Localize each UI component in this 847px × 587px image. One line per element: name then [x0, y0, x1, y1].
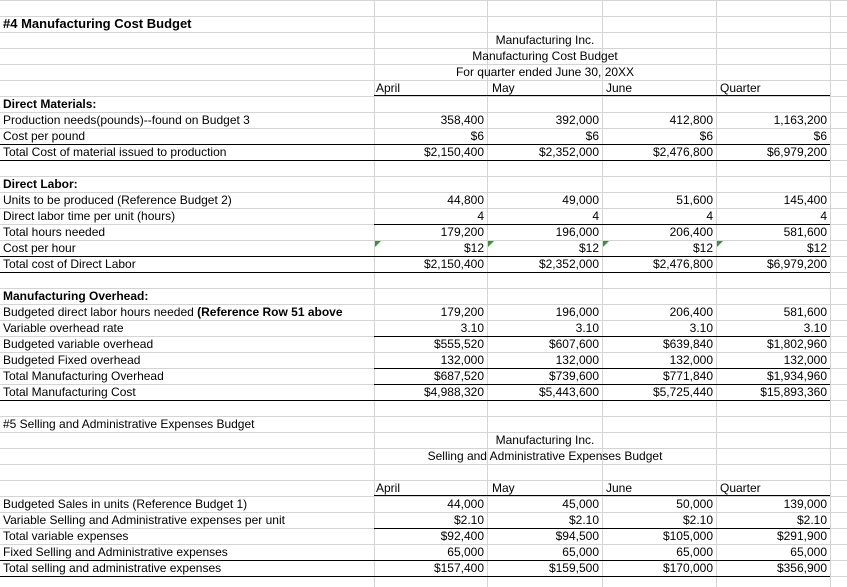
cell-value[interactable]: $2.10 — [796, 513, 827, 527]
cell-value[interactable]: 139,000 — [783, 497, 827, 511]
cell-value[interactable]: 50,000 — [676, 497, 713, 511]
direct-labor-header[interactable]: Direct Labor: — [3, 177, 78, 191]
cell-value[interactable]: $105,000 — [662, 529, 713, 543]
cell-value[interactable]: 196,000 — [555, 225, 599, 239]
cell-value[interactable]: $2,476,800 — [652, 145, 713, 159]
column-header-april[interactable]: April — [376, 481, 401, 495]
grid-column-line — [830, 0, 831, 587]
row-label[interactable]: Total Manufacturing Overhead — [3, 369, 164, 383]
cell-value[interactable]: 65,000 — [562, 545, 599, 559]
column-header-may[interactable]: May — [492, 481, 515, 495]
cell-value[interactable]: $5,725,440 — [652, 385, 713, 399]
budget-period[interactable]: For quarter ended June 30, 20XX — [455, 65, 635, 79]
cell-value[interactable]: 196,000 — [555, 305, 599, 319]
cell-value[interactable]: $170,000 — [662, 561, 713, 575]
cell-value[interactable]: $2.10 — [568, 513, 599, 527]
row-label-reference: (Reference Row 51 above — [197, 305, 343, 319]
cell-value[interactable]: 581,600 — [783, 305, 827, 319]
column-header-june[interactable]: June — [606, 481, 633, 495]
cell-value[interactable]: $5,443,600 — [538, 385, 599, 399]
cell-value[interactable]: 65,000 — [790, 545, 827, 559]
cell-value[interactable]: $356,900 — [776, 561, 827, 575]
row-label-text: Budgeted direct labor hours needed — [3, 305, 198, 319]
grid-column-line — [602, 0, 603, 587]
row-label[interactable]: Variable Selling and Administrative expenses per unit — [3, 513, 285, 527]
section-title[interactable]: #4 Manufacturing Cost Budget — [3, 16, 192, 31]
cell-value[interactable]: 132,000 — [783, 353, 827, 367]
error-indicator-icon[interactable] — [488, 241, 494, 247]
cell-value[interactable]: $2,352,000 — [538, 145, 599, 159]
cell-value[interactable]: 412,800 — [669, 113, 713, 127]
company-name[interactable]: Manufacturing Inc. — [495, 433, 595, 447]
cell-value[interactable]: $2,352,000 — [538, 257, 599, 271]
cell-value[interactable]: $12 — [806, 241, 827, 255]
cell-value[interactable]: $2,150,400 — [423, 145, 484, 159]
cell-value[interactable]: $2.10 — [682, 513, 713, 527]
cell-value[interactable]: $771,840 — [662, 369, 713, 383]
cell-value[interactable]: $1,802,960 — [766, 337, 827, 351]
cell-value[interactable]: $639,840 — [662, 337, 713, 351]
column-header-june[interactable]: June — [606, 81, 633, 95]
cell-value[interactable]: 179,200 — [440, 225, 484, 239]
cell-value[interactable]: 45,000 — [562, 497, 599, 511]
cell-value[interactable]: 132,000 — [440, 353, 484, 367]
cell-value[interactable]: $12 — [463, 241, 484, 255]
budget-title[interactable]: Manufacturing Cost Budget — [472, 49, 618, 63]
cell-value[interactable]: 206,400 — [669, 305, 713, 319]
cell-value[interactable]: $12 — [692, 241, 713, 255]
header-underline — [374, 495, 830, 496]
cell-value[interactable]: $2.10 — [453, 513, 484, 527]
cell-value[interactable]: 581,600 — [783, 225, 827, 239]
row-underline — [0, 576, 830, 577]
error-indicator-icon[interactable] — [603, 241, 609, 247]
cell-value[interactable]: $555,520 — [433, 337, 484, 351]
cell-value[interactable]: $4,988,320 — [423, 385, 484, 399]
row-label[interactable]: Cost per hour — [3, 241, 76, 255]
cell-value[interactable]: 4 — [820, 209, 827, 223]
grid-row-line — [0, 0, 847, 1]
row-underline — [0, 160, 830, 161]
row-label[interactable]: Direct labor time per unit (hours) — [3, 209, 176, 223]
column-header-april[interactable]: April — [376, 81, 401, 95]
cell-value[interactable]: 358,400 — [440, 113, 484, 127]
cell-value[interactable]: $157,400 — [433, 561, 484, 575]
cell-value[interactable]: $12 — [578, 241, 599, 255]
row-label[interactable]: Budgeted Fixed overhead — [3, 353, 141, 367]
cell-value[interactable]: 4 — [592, 209, 599, 223]
cell-value[interactable]: $92,400 — [440, 529, 484, 543]
cell-value[interactable]: 179,200 — [440, 305, 484, 319]
cell-value[interactable]: 44,000 — [447, 497, 484, 511]
cell-value[interactable]: $6 — [585, 129, 599, 143]
row-underline — [0, 400, 830, 401]
cell-value[interactable]: 145,400 — [783, 193, 827, 207]
cell-value[interactable]: $687,520 — [433, 369, 484, 383]
cell-value[interactable]: $15,893,360 — [760, 385, 827, 399]
cell-value[interactable]: 51,600 — [676, 193, 713, 207]
row-underline — [0, 272, 830, 273]
cell-value[interactable]: 3.10 — [460, 321, 484, 335]
column-header-quarter[interactable]: Quarter — [720, 81, 761, 95]
row-label[interactable]: Total cost of Direct Labor — [3, 257, 136, 271]
cell-value[interactable]: 392,000 — [555, 113, 599, 127]
cell-value[interactable]: $607,600 — [548, 337, 599, 351]
cell-value[interactable]: 206,400 — [669, 225, 713, 239]
cell-value[interactable]: 132,000 — [555, 353, 599, 367]
cell-value[interactable]: 3.10 — [689, 321, 713, 335]
cell-value[interactable]: $159,500 — [548, 561, 599, 575]
column-header-quarter[interactable]: Quarter — [720, 481, 761, 495]
row-label[interactable]: Total variable expenses — [3, 529, 129, 543]
row-label[interactable]: Cost per pound — [3, 129, 86, 143]
cell-value[interactable]: $6 — [699, 129, 713, 143]
error-indicator-icon[interactable] — [717, 241, 723, 247]
cell-value[interactable]: 4 — [706, 209, 713, 223]
row-label[interactable]: Budgeted Sales in units (Reference Budget 1) — [3, 497, 248, 511]
cell-value[interactable]: $2,150,400 — [423, 257, 484, 271]
cell-value[interactable]: 3.10 — [575, 321, 599, 335]
section-title[interactable]: #5 Selling and Administrative Expenses Budget — [3, 417, 255, 431]
row-label[interactable]: Budgeted variable overhead — [3, 337, 154, 351]
cell-value[interactable]: 132,000 — [669, 353, 713, 367]
cell-value[interactable]: $2,476,800 — [652, 257, 713, 271]
cell-value[interactable]: 65,000 — [676, 545, 713, 559]
grid-row-line — [0, 176, 847, 177]
row-label[interactable]: Fixed Selling and Administrative expenses — [3, 545, 228, 559]
row-label[interactable]: Total Cost of material issued to production — [3, 145, 227, 159]
column-header-may[interactable]: May — [492, 81, 515, 95]
cell-value[interactable]: 44,800 — [447, 193, 484, 207]
cell-value[interactable]: 1,163,200 — [773, 113, 827, 127]
row-label[interactable]: Total Manufacturing Cost — [3, 385, 136, 399]
cell-value[interactable]: $6,979,200 — [766, 145, 827, 159]
cell-value[interactable]: $739,600 — [548, 369, 599, 383]
error-indicator-icon[interactable] — [375, 241, 381, 247]
cell-value[interactable]: $6 — [813, 129, 827, 143]
header-underline — [374, 95, 830, 96]
cell-value[interactable]: 4 — [477, 209, 484, 223]
cell-value[interactable]: $291,900 — [776, 529, 827, 543]
cell-value[interactable]: 49,000 — [562, 193, 599, 207]
budget-title[interactable]: Selling and Administrative Expenses Budget — [427, 449, 663, 463]
row-label[interactable]: Total hours needed — [3, 225, 106, 239]
cell-value[interactable]: $1,934,960 — [766, 369, 827, 383]
row-label[interactable]: Production needs(pounds)--found on Budget 3 — [3, 113, 250, 127]
overhead-header[interactable]: Manufacturing Overhead: — [3, 289, 149, 303]
cell-value[interactable]: $94,500 — [555, 529, 599, 543]
cell-value[interactable]: $6 — [470, 129, 484, 143]
row-label[interactable]: Total selling and administrative expenses — [3, 561, 222, 575]
row-label[interactable]: Units to be produced (Reference Budget 2) — [3, 193, 232, 207]
cell-value[interactable]: $6,979,200 — [766, 257, 827, 271]
cell-value[interactable]: 3.10 — [803, 321, 827, 335]
direct-materials-header[interactable]: Direct Materials: — [3, 97, 97, 111]
grid-column-line — [374, 0, 375, 587]
row-label[interactable] — [3, 305, 343, 320]
row-label[interactable]: Variable overhead rate — [3, 321, 124, 335]
cell-value[interactable]: 65,000 — [447, 545, 484, 559]
grid-row-line — [0, 464, 847, 465]
grid-column-line — [716, 0, 717, 587]
grid-column-line — [487, 0, 488, 587]
company-name[interactable]: Manufacturing Inc. — [495, 33, 595, 47]
grid-row-line — [0, 96, 847, 97]
